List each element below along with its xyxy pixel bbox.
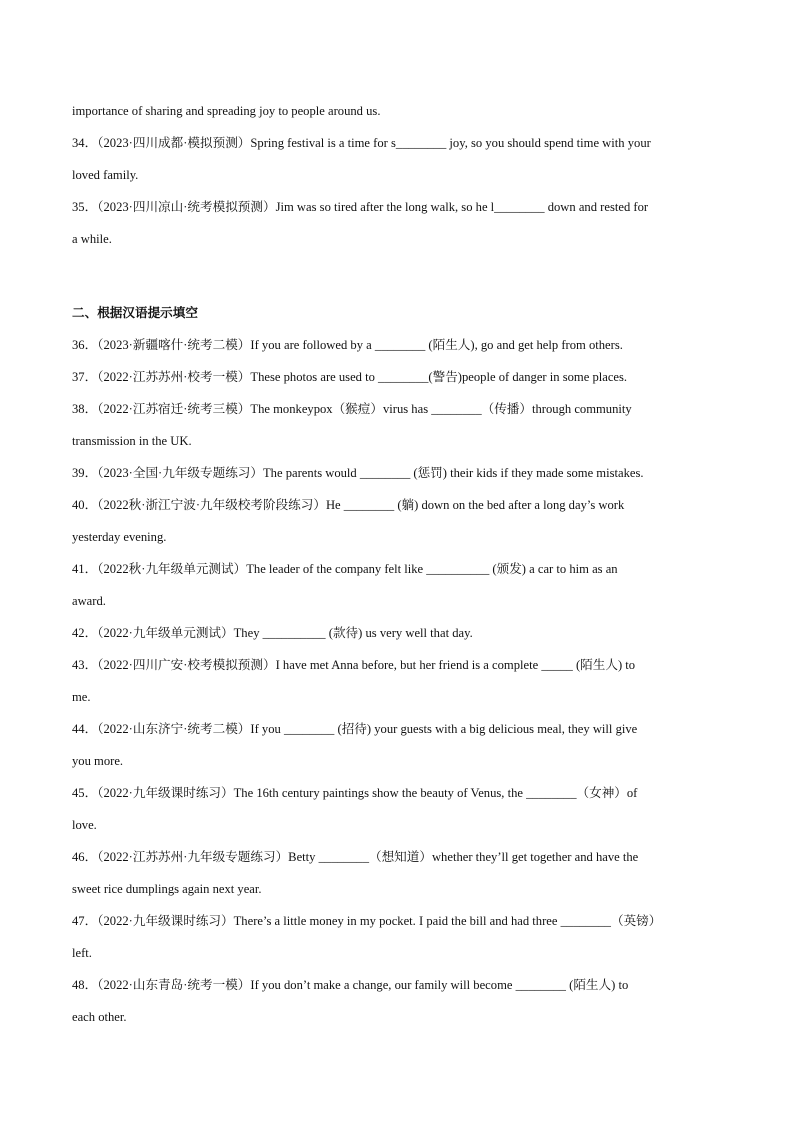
question-39: 39．（2023·全国·九年级专题练习）The parents would ________ (惩罚) their kids if they made some mistakes. xyxy=(72,466,644,480)
question-48: 48．（2022·山东青岛·统考一模）If you don’t make a change, our family will become ________ (陌生人) to xyxy=(72,978,629,992)
text-line: importance of sharing and spreading joy to people around us. xyxy=(72,104,381,118)
text-line: sweet rice dumplings again next year. xyxy=(72,882,262,896)
text-line: a while. xyxy=(72,232,112,246)
question-34: 34．（2023·四川成都·模拟预测）Spring festival is a time for s________ joy, so you should spend time with your xyxy=(72,136,651,150)
question-45: 45．（2022·九年级课时练习）The 16th century paintings show the beauty of Venus, the ________（女神）of xyxy=(72,786,638,800)
section-gap xyxy=(72,259,732,301)
text-line: each other. xyxy=(72,1010,127,1024)
question-36: 36．（2023·新疆喀什·统考二模）If you are followed by a ________ (陌生人), go and get help from others. xyxy=(72,338,623,352)
text-line: loved family. xyxy=(72,168,139,182)
text-line: yesterday evening. xyxy=(72,530,167,544)
question-42: 42．（2022·九年级单元测试）They __________ (款待) us very well that day. xyxy=(72,626,473,640)
question-35: 35．（2023·四川凉山·统考模拟预测）Jim was so tired after the long walk, so he l________ down and rested for xyxy=(72,200,649,214)
text-line: award. xyxy=(72,594,106,608)
question-40: 40．（2022秋·浙江宁波·九年级校考阶段练习）He ________ (躺) down on the bed after a long day’s work xyxy=(72,498,625,512)
question-38: 38．（2022·江苏宿迁·统考三模）The monkeypox（猴痘）virus has ________（传播）through community xyxy=(72,402,632,416)
text-line: me. xyxy=(72,690,91,704)
question-47: 47．（2022·九年级课时练习）There’s a little money in my pocket. I paid the bill and had three ________（英镑） xyxy=(72,914,662,928)
question-41: 41．（2022秋·九年级单元测试）The leader of the company felt like __________ (颁发) a car to him as an xyxy=(72,562,618,576)
question-37: 37．（2022·江苏苏州·校考一模）These photos are used to ________(警告)people of danger in some places. xyxy=(72,370,628,384)
question-46: 46．（2022·江苏苏州·九年级专题练习）Betty ________（想知道）whether they’ll get together and have the xyxy=(72,850,639,864)
text-line: love. xyxy=(72,818,97,832)
text-line: you more. xyxy=(72,754,124,768)
question-43: 43．（2022·四川广安·校考模拟预测）I have met Anna before, but her friend is a complete _____ (陌生人) to xyxy=(72,658,636,672)
text-line: left. xyxy=(72,946,92,960)
text-line: transmission in the UK. xyxy=(72,434,192,448)
question-44: 44．（2022·山东济宁·统考二模）If you ________ (招待) your guests with a big delicious meal, they will give xyxy=(72,722,638,736)
section-title: 二、根据汉语提示填空 xyxy=(72,305,198,320)
document-content xyxy=(72,99,732,1037)
